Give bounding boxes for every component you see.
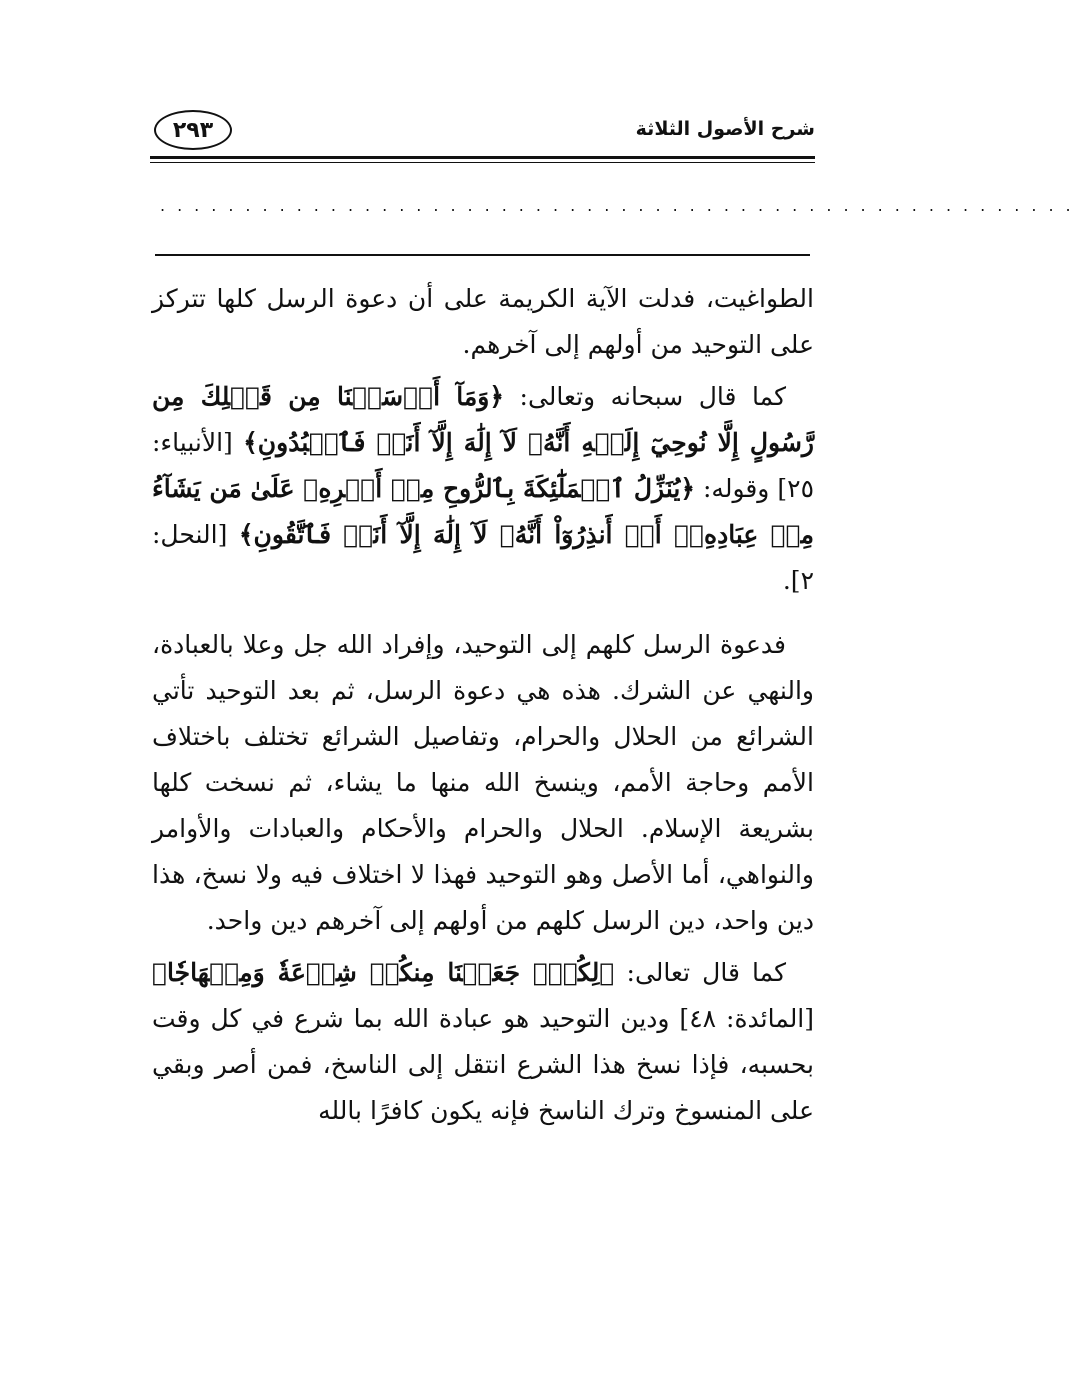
paragraph-4 [152,950,814,1134]
page-number: ٢٩٣ [154,110,232,150]
header-rule-thick [150,156,815,159]
quran-verse-maidah: ﴿لِكُلّٖ جَعَلۡنَا مِنكُمۡ شِرۡعَةٗ وَمِنۡهَاجٗا﴾ [152,958,615,987]
section-divider [155,254,810,256]
paragraph-2 [152,374,814,604]
p2-intro: كما قال سبحانه وتعالى: [519,382,786,411]
main-text [152,276,814,1140]
p2-mid: وقوله: [703,474,770,503]
p4-intro: كما قال تعالى: [626,958,786,987]
p4-rest: [المائدة: ٤٨] ودين التوحيد هو عبادة الله بما شرع في كل وقت بحسبه، فإذا نسخ هذا الشرع انتقل إلى الناسخ، فمن أصر وبقي على المنسوخ وترك الناسخ فإنه يكون كافرًا بالله [152,1004,815,1125]
verse-reference-anbiya: [الأنبياء: ٢٥] [152,428,815,503]
paragraph-3: فدعوة الرسل كلهم إلى التوحيد، وإفراد الله جل وعلا بالعبادة، والنهي عن الشرك. هذه هي دعوة الرسل، ثم بعد التوحيد تأتي الشرائع من الحلال والحرام، وتفاصيل الشرائع تختلف باختلاف الأمم وحاجة الأمم، وينسخ الله منها ما يشاء، ثم نسخت كلها بشريعة الإسلام. الحلال والحرام والأحكام والعبادات والأوامر والنواهي، أما الأصل وهو التوحيد فهذا لا اختلاف فيه ولا نسخ، هذا دين واحد، دين الرسل كلهم من أولهم إلى آخرهم دين واحد. [152,630,814,935]
paragraph-1: الطواغيت، فدلت الآية الكريمة على أن دعوة الرسل كلها تتركز على التوحيد من أولهم إلى آخرهم. [152,284,814,359]
header-rule-thin [150,162,815,163]
paragraph-spacer [152,610,814,622]
quran-verse-anbiya: ﴿وَمَآ أَرۡسَلۡنَا مِن قَبۡلِكَ مِن رَّسُولٍ إِلَّا نُوحِيٓ إِلَيۡهِ أَنَّهُۥ لَآ إِلَٰهَ إِلَّآ أَنَا۠ فَٱعۡبُدُونِ﴾ [152,382,814,457]
running-title: شرح الأصول الثلاثة [635,118,815,140]
quran-verse-nahl: ﴿يُنَزِّلُ ٱلۡمَلَٰٓئِكَةَ بِٱلرُّوحِ مِنۡ أَمۡرِهِۦ عَلَىٰ مَن يَشَآءُ مِنۡ عِبَادِهِۦٓ أَنۡ أَنذِرُوٓاْ أَنَّهُۥ لَآ إِلَٰهَ إِلَّآ أَنَا۠ فَٱتَّقُونِ﴾ [152,474,814,549]
footnote-dotted-line: ...................................................... [160,196,1083,215]
page-header [150,108,815,168]
verse-reference-nahl: [النحل: ٢]. [152,520,814,595]
